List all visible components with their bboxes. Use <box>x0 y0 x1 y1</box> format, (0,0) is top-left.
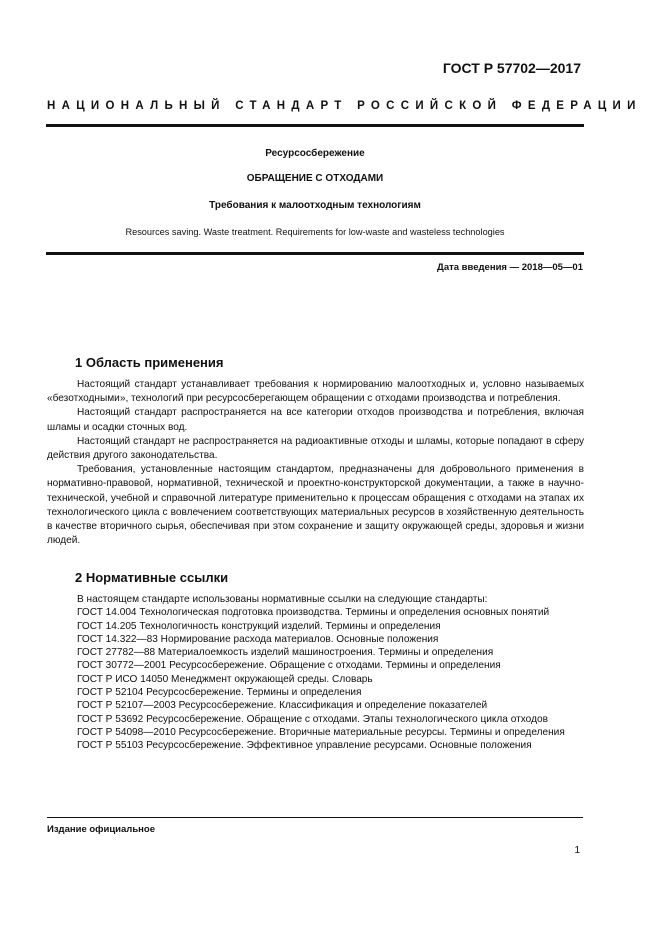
section-2-heading: 2 Нормативные ссылки <box>75 570 229 585</box>
introduction-date: Дата введения — 2018—05—01 <box>437 262 583 273</box>
section-2-body <box>47 593 584 753</box>
subject-line: Ресурсосбережение <box>265 148 365 159</box>
reference-item: ГОСТ Р 55103 Ресурсосбережение. Эффективное управление ресурсами. Основные положения <box>77 740 532 752</box>
paragraph: Требования, установленные настоящим стандартом, предназначены для добровольного применения в нормативно-правовой, нормативной, технической и проектно-конструкторской документации, а также в научно-технической, учебной и справочной литературе применительно к процессам обращения с отходами на этапах их технологического цикла с вовлечением соответствующих материальных ресурсов в хозяйственную деятельность в качестве вторичного сырья, обеспечивая при этом сохранение и защиту окружающей среды, здоровья и жизни людей. <box>47 464 584 547</box>
reference-item: ГОСТ 14.004 Технологическая подготовка производства. Термины и определения основных понятий <box>77 607 550 619</box>
document-subtitle: Требования к малоотходным технологиям <box>209 200 421 211</box>
reference-item: ГОСТ 27782—88 Материалоемкость изделий машиностроения. Термины и определения <box>77 647 494 659</box>
section-1-heading: 1 Область применения <box>75 355 224 370</box>
reference-item: ГОСТ 14.205 Технологичность конструкций изделий. Термины и определения <box>77 620 441 632</box>
section-1-body <box>47 378 584 548</box>
national-standard-banner: НАЦИОНАЛЬНЫЙ СТАНДАРТ РОССИЙСКОЙ ФЕДЕРАЦИИ <box>47 100 642 112</box>
english-title: Resources saving. Waste treatment. Requirements for low-waste and wasteless technologies <box>125 227 505 237</box>
paragraph: Настоящий стандарт устанавливает требования к нормированию малоотходных и, условно называемых «безотходными», технологий при ресурсосберегающем обращении с отходами производства и потребления. <box>47 379 584 405</box>
paragraph: Настоящий стандарт распространяется на все категории отходов производства и потребления, включая шламы и осадки сточных вод. <box>47 407 584 433</box>
reference-item: ГОСТ 30772—2001 Ресурсосбережение. Обращение с отходами. Термины и определения <box>77 660 501 672</box>
document-title: ОБРАЩЕНИЕ С ОТХОДАМИ <box>246 173 384 184</box>
paragraph: Настоящий стандарт не распространяется на радиоактивные отходы и шламы, которые попадают в сферу действия другого законодательства. <box>47 435 584 462</box>
reference-item: ГОСТ Р 54098—2010 Ресурсосбережение. Вторичные материальные ресурсы. Термины и определения <box>77 726 565 738</box>
page-number: 1 <box>574 845 580 856</box>
top-rule <box>46 124 584 127</box>
official-edition-label: Издание официальное <box>47 824 155 835</box>
reference-item: ГОСТ 14.322—83 Нормирование расхода материалов. Основные положения <box>77 633 439 645</box>
reference-item: ГОСТ Р 53692 Ресурсосбережение. Обращение с отходами. Этапы технологического цикла отходов <box>77 713 548 725</box>
footer-rule <box>47 817 583 818</box>
reference-item: ГОСТ Р 52107—2003 Ресурсосбережение. Классификация и определение показателей <box>77 700 488 712</box>
standard-number: ГОСТ Р 57702—2017 <box>442 60 581 76</box>
title-bottom-rule <box>46 252 584 255</box>
reference-item: ГОСТ Р 52104 Ресурсосбережение. Термины и определения <box>77 687 362 699</box>
reference-item: ГОСТ Р ИСО 14050 Менеджмент окружающей среды. Словарь <box>77 673 373 685</box>
references-intro: В настоящем стандарте использованы нормативные ссылки на следующие стандарты: <box>77 594 488 605</box>
